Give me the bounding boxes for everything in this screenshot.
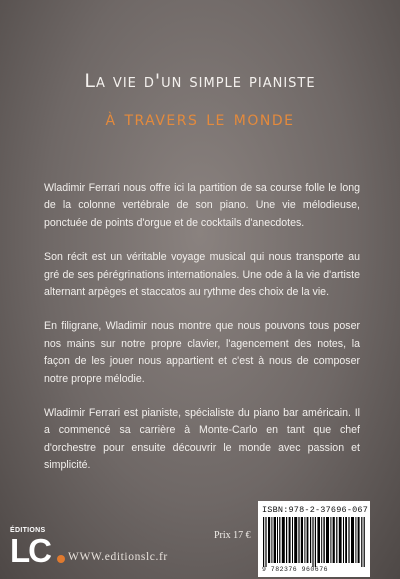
- title-line-1: La vie d'un simple pianiste: [84, 70, 316, 92]
- blurb-paragraph-2: Son récit est un véritable voyage musical qui nous transporte au gré de ses pérégrinations internationales. Une ode à la vie d'artiste alternant arpèges et staccatos au rythme des choix de la vie.: [44, 251, 360, 299]
- barcode-icon: [263, 517, 367, 567]
- barcode-digits: 9 782376 960676: [262, 566, 329, 573]
- publisher-label: ÉDITIONS: [10, 527, 46, 534]
- title-line-2: à travers le monde: [105, 106, 295, 130]
- blurb-paragraph-4: Wladimir Ferrari est pianiste, spécialiste du piano bar américain. Il a commencé sa carrière à Monte-Carlo en tant que chef d'orchestre pour ensuite découvrir le monde avec passion et simplicité.: [44, 407, 360, 472]
- blurb-paragraph-3: En filigrane, Wladimir nous montre que nous pouvons tous poser nos mains sur notre propre clavier, l'agencement des notes, la façon de les jouer nous appartient et c'est à nous de composer notre propre mélodie.: [44, 320, 360, 385]
- blurb: [44, 180, 360, 492]
- publisher-logo: LC: [10, 532, 50, 569]
- blurb-paragraph-1: Wladimir Ferrari nous offre ici la partition de sa course folle le long de la colonne vertébrale de son piano. Une vie mélodieuse, ponctuée de points d'orgue et de cocktails d'anecdotes.: [44, 182, 360, 229]
- website-link[interactable]: WWW.editionslc.fr: [68, 551, 168, 563]
- logo-dot-icon: [57, 555, 65, 563]
- price-label: Prix 17 €: [214, 530, 251, 541]
- isbn-label: ISBN:978-2-37696-067: [262, 505, 369, 515]
